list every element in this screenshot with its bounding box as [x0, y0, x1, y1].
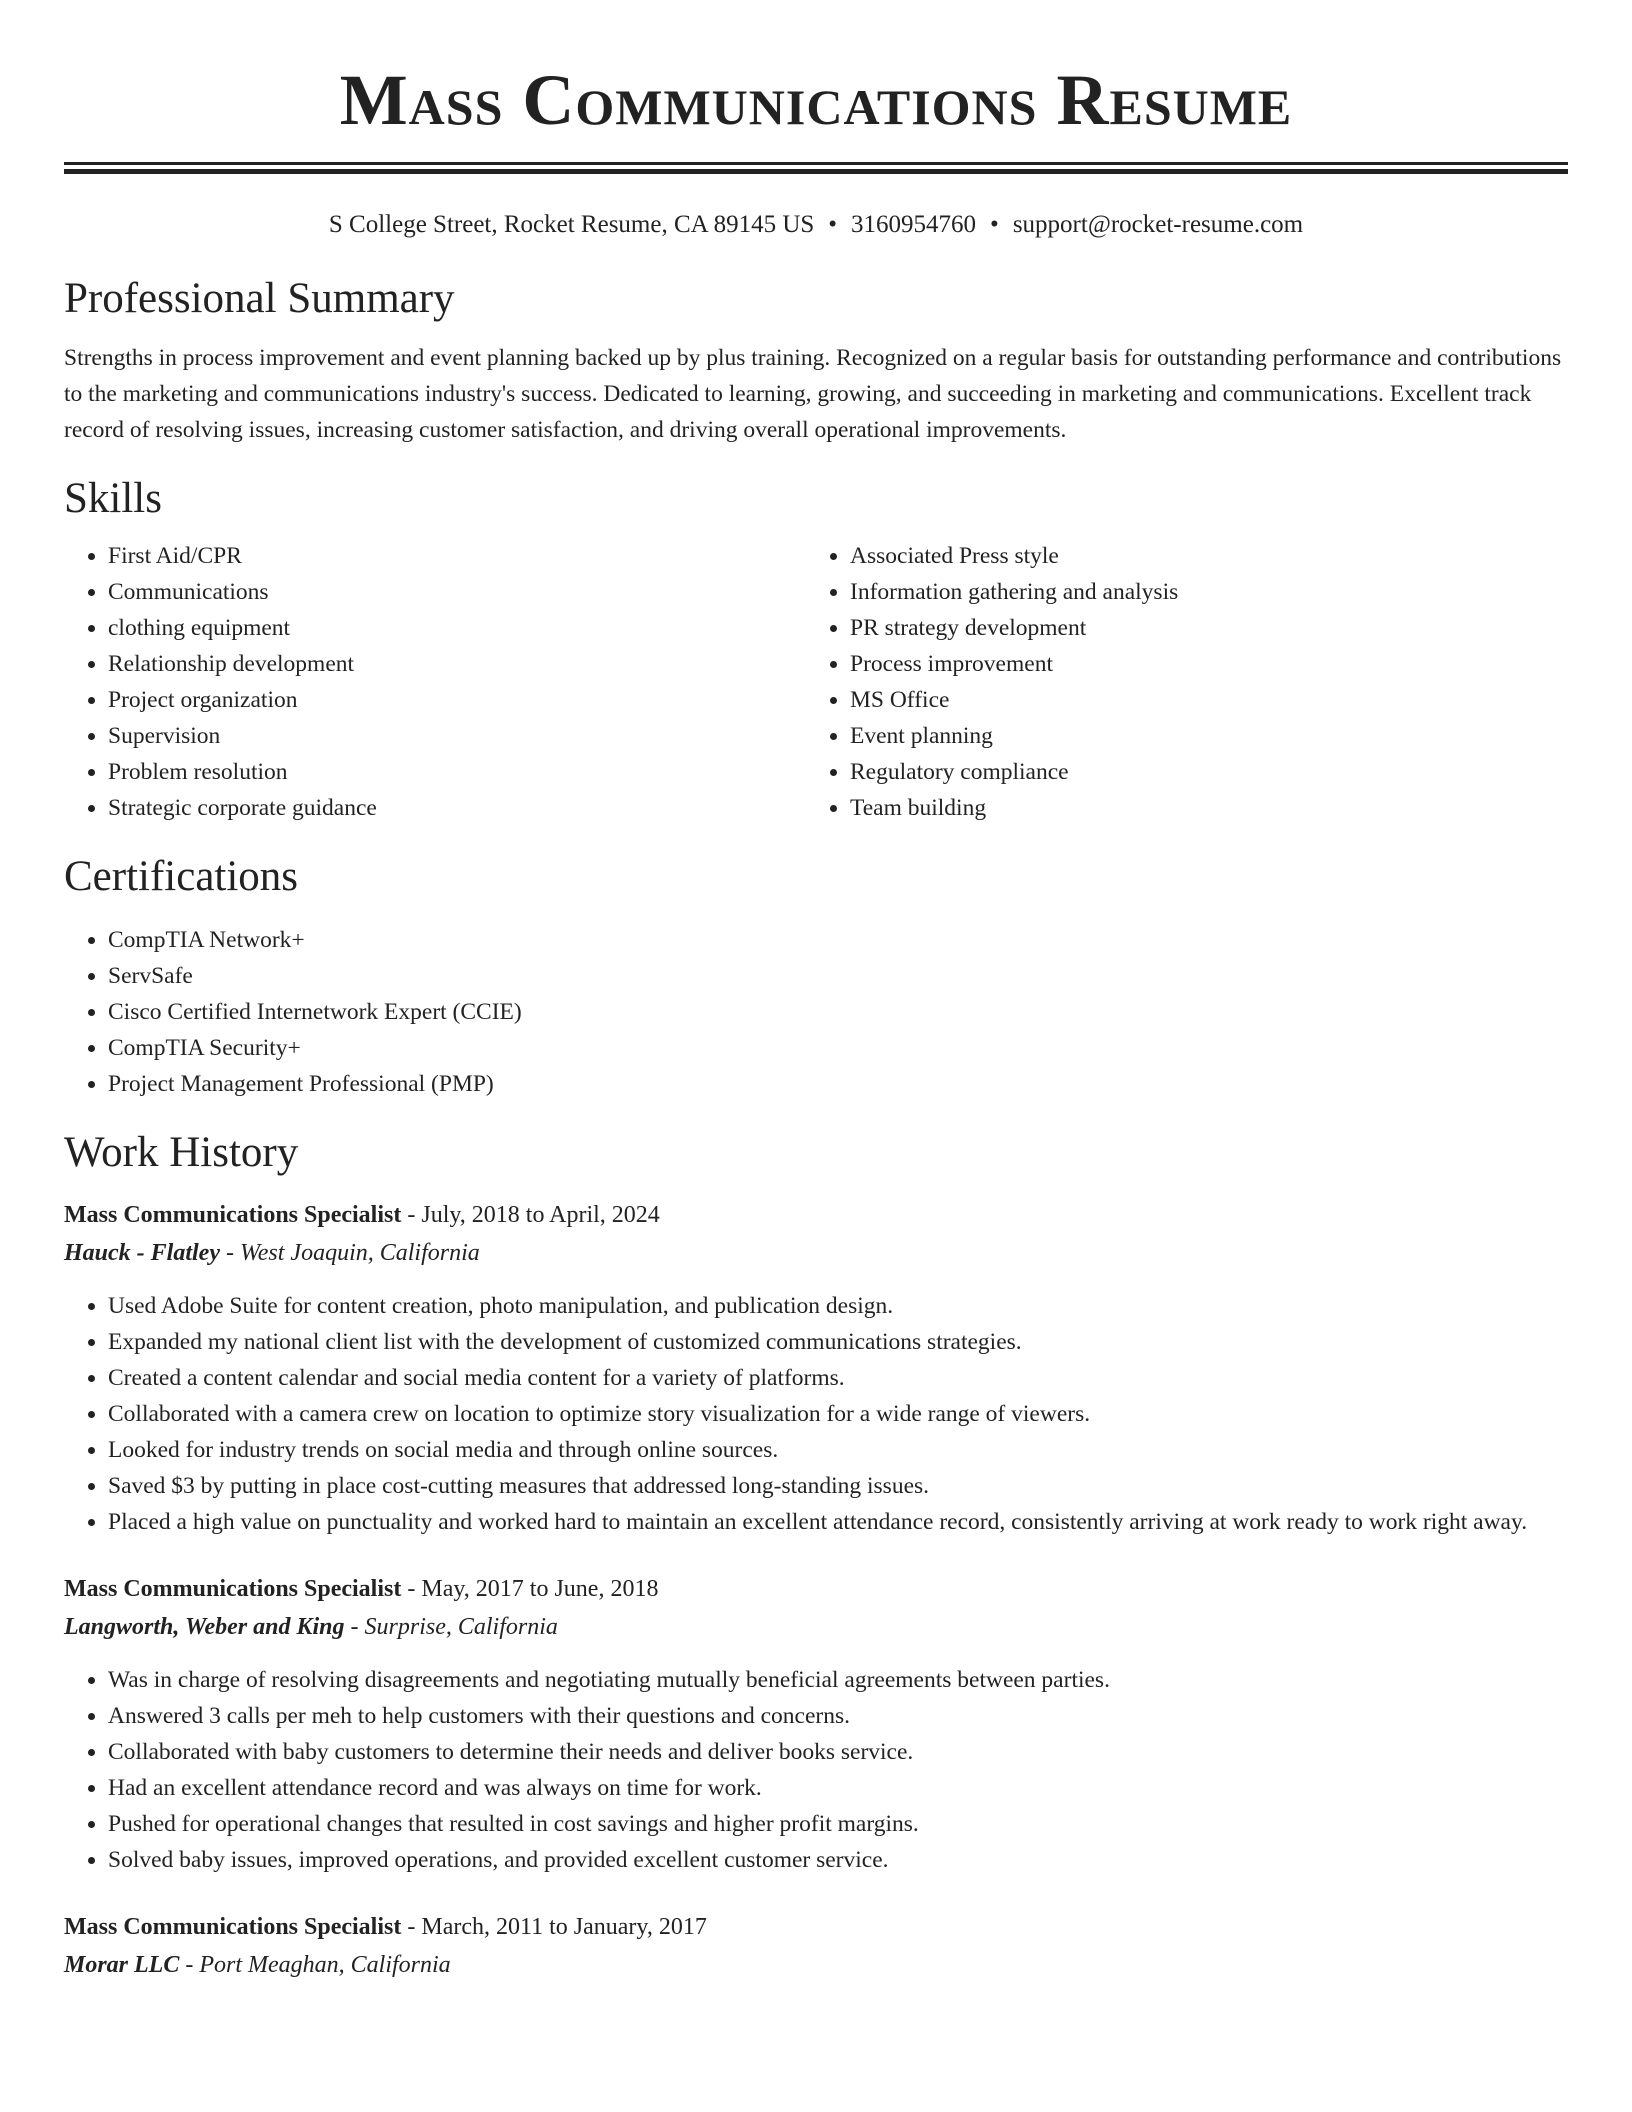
job-company: Hauck - Flatley: [64, 1240, 220, 1266]
skill-item: • Associated Press style: [850, 538, 1548, 574]
job-location: - West Joaquin, California: [219, 1240, 480, 1266]
job-bullets: [64, 1662, 1568, 1878]
job-bullet: • Collaborated with a camera crew on location to optimize story visualization for a wide range of viewers.: [108, 1396, 1568, 1432]
certification-item: • CompTIA Security+: [108, 1030, 1568, 1066]
skills-column-left: [64, 538, 806, 826]
page-title: Mass Communications Resume: [339, 60, 1293, 140]
skill-item: • Relationship development: [108, 646, 806, 682]
job-entry: [64, 1196, 1568, 1540]
skill-item: • Supervision: [108, 718, 806, 754]
skill-item: • First Aid/CPR: [108, 538, 806, 574]
job-dates: - March, 2011 to January, 2017: [401, 1914, 707, 1940]
job-bullets: [64, 1288, 1568, 1540]
certification-item: • CompTIA Network+: [108, 922, 1568, 958]
certifications-list: [64, 922, 1568, 1102]
title-divider: [64, 162, 1568, 174]
contact-separator: •: [990, 211, 999, 238]
job-dates: - May, 2017 to June, 2018: [401, 1576, 659, 1602]
skills-list-right: [806, 538, 1548, 826]
skill-item: • Event planning: [850, 718, 1548, 754]
skill-item: • PR strategy development: [850, 610, 1548, 646]
job-bullet: • Expanded my national client list with the development of customized communications strategies.: [108, 1324, 1568, 1360]
job-title-line: [64, 1908, 1568, 1946]
job-title: Mass Communications Specialist: [64, 1576, 402, 1602]
job-dates: - July, 2018 to April, 2024: [401, 1202, 660, 1228]
job-entry: [64, 1908, 1568, 1984]
job-bullet: • Looked for industry trends on social media and through online sources.: [108, 1432, 1568, 1468]
skills-list-left: [64, 538, 806, 826]
job-title-line: [64, 1196, 1568, 1234]
job-bullet: • Used Adobe Suite for content creation, photo manipulation, and publication design.: [108, 1288, 1568, 1324]
section-heading-skills: Skills: [64, 475, 162, 522]
skill-item: • Problem resolution: [108, 754, 806, 790]
job-entry: [64, 1570, 1568, 1878]
job-bullet: • Answered 3 calls per meh to help customers with their questions and concerns.: [108, 1698, 1568, 1734]
skill-item: • Project organization: [108, 682, 806, 718]
contact-line: [64, 210, 1568, 240]
skill-item: • MS Office: [850, 682, 1548, 718]
job-company-line: [64, 1946, 1568, 1984]
job-location: - Surprise, California: [344, 1614, 558, 1640]
contact-phone[interactable]: 3160954760: [851, 211, 977, 238]
job-bullet: • Solved baby issues, improved operations, and provided excellent customer service.: [108, 1842, 1568, 1878]
job-company-line: [64, 1608, 1568, 1646]
job-bullet: • Placed a high value on punctuality and worked hard to maintain an excellent attendance record, consistently arriving at work ready to work right away.: [108, 1504, 1568, 1540]
skill-item: • Information gathering and analysis: [850, 574, 1548, 610]
skills-column-right: [806, 538, 1548, 826]
job-bullet: • Created a content calendar and social media content for a variety of platforms.: [108, 1360, 1568, 1396]
job-bullet: • Pushed for operational changes that resulted in cost savings and higher profit margins.: [108, 1806, 1568, 1842]
job-title-line: [64, 1570, 1568, 1608]
job-bullet: • Collaborated with baby customers to determine their needs and deliver books service.: [108, 1734, 1568, 1770]
job-company-line: [64, 1234, 1568, 1272]
section-heading-work-history: Work History: [64, 1129, 299, 1176]
job-company: Morar LLC: [64, 1952, 180, 1978]
contact-separator: •: [828, 211, 838, 238]
job-title: Mass Communications Specialist: [64, 1914, 402, 1940]
skill-item: • Process improvement: [850, 646, 1548, 682]
certification-item: • ServSafe: [108, 958, 1568, 994]
certification-item: • Project Management Professional (PMP): [108, 1066, 1568, 1102]
job-bullet: • Saved $3 by putting in place cost-cutting measures that addressed long-standing issues.: [108, 1468, 1568, 1504]
section-heading-summary: Professional Summary: [64, 275, 455, 322]
skill-item: • Strategic corporate guidance: [108, 790, 806, 826]
job-location: - Port Meaghan, California: [179, 1952, 451, 1978]
skill-item: • Communications: [108, 574, 806, 610]
summary-text: Strengths in process improvement and event planning backed up by plus training. Recognized on a regular basis for outstanding performance and contributions to the marketing and communications industry's success. Dedicated to learning, growing, and succeeding in marketing and communications. Excellent track record of resolving issues, increasing customer satisfaction, and driving overall operational improvements.: [64, 345, 1562, 443]
job-bullet: • Was in charge of resolving disagreements and negotiating mutually beneficial agreements between parties.: [108, 1662, 1568, 1698]
job-title: Mass Communications Specialist: [64, 1202, 402, 1228]
skill-item: • clothing equipment: [108, 610, 806, 646]
contact-address: S College Street, Rocket Resume, CA 89145 US: [328, 211, 815, 238]
skill-item: • Regulatory compliance: [850, 754, 1548, 790]
job-company: Langworth, Weber and King: [64, 1614, 345, 1640]
contact-email[interactable]: support@rocket-resume.com: [1012, 211, 1304, 238]
certification-item: • Cisco Certified Internetwork Expert (CCIE): [108, 994, 1568, 1030]
skills-grid: [64, 538, 1568, 826]
skill-item: • Team building: [850, 790, 1548, 826]
job-bullet: • Had an excellent attendance record and was always on time for work.: [108, 1770, 1568, 1806]
section-heading-certifications: Certifications: [64, 853, 299, 900]
